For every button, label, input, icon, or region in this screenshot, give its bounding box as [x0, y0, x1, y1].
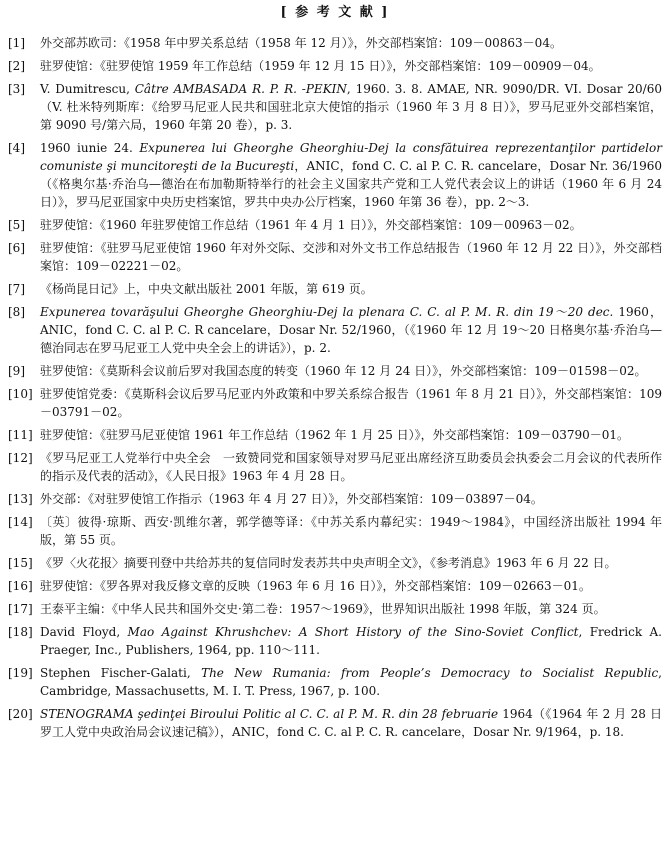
reference-text: , Fredrick A. Praeger, Inc., Publishers, 1964, pp. 110～111. — [40, 625, 662, 657]
reference-text: 驻罗使馆：《驻罗马尼亚使馆 1960 年对外交际、交涉和对外文书工作总结报告（1960 年 12 月 22 日）》，外交部档案馆：109－02221－02。 — [40, 241, 662, 273]
reference-item — [8, 664, 662, 700]
reference-number: [11] — [8, 428, 33, 442]
reference-number: [15] — [8, 556, 33, 570]
reference-text: , Cambridge, Massachusetts, M. I. T. Press, 1967, p. 100. — [40, 666, 662, 698]
reference-text: 外交部：《对驻罗使馆工作指示（1963 年 4 月 27 日）》，外交部档案馆：109－03897－04。 — [40, 492, 543, 506]
reference-italic-text: Expunerea tovarăşului Gheorghe Gheorghiu-Dej la plenara C. C. al P. M. R. din 19～20 dec. — [40, 305, 619, 319]
reference-text: 1964（《1964 年 2 月 28 日罗工人党中央政治局会议速记稿》），ANIC，fond C. C. al P. C. R. cancelare，Dosar Nr. 9/1964，p. 18. — [40, 707, 663, 739]
reference-number: [5] — [8, 218, 25, 232]
reference-item — [8, 426, 662, 444]
reference-text: 《罗〈火花报〉摘要刊登中共给苏共的复信同时发表苏共中央声明全文》，《参考消息》1963 年 6 月 22 日。 — [40, 556, 617, 570]
reference-text: 外交部苏欧司：《1958 年中罗关系总结（1958 年 12 月）》，外交部档案馆：109－00863－04。 — [40, 36, 562, 50]
reference-text: V. Dumitrescu, — [40, 82, 135, 96]
reference-number: [4] — [8, 141, 25, 155]
reference-number: [9] — [8, 364, 25, 378]
reference-number: [17] — [8, 602, 33, 616]
reference-item — [8, 513, 662, 549]
reference-list — [8, 34, 662, 741]
reference-text: 1960，ANIC，fond C. C. al P. C. R cancelare，Dosar Nr. 52/1960，（《1960 年 12 月 19～20 日格奥尔基·乔治乌—德治同志在罗马尼亚工人党中央全会上的讲话》），p. 2. — [40, 305, 662, 355]
reference-text: ，ANIC，fond C. C. al P. C. R. cancelare，Dosar Nr. 36/1960（《格奥尔基·乔治乌—德治在布加勒斯特举行的社会主义国家共产党和工人党代表会议上的讲话（1960 年 6 月 24 日）》，罗马尼亚国家中央历史档案馆，罗共中央办公厅档案，1960 年第 36 卷），pp. 2～3. — [40, 159, 663, 209]
reference-number: [8] — [8, 305, 25, 319]
reference-item — [8, 303, 662, 357]
reference-text: 《罗马尼亚工人党举行中央全会 一致赞同党和国家领导对罗马尼亚出席经济互助委员会执委会二月会议的代表所作的指示及代表的活动》，《人民日报》1963 年 4 月 28 日。 — [40, 451, 662, 483]
reference-number: [20] — [8, 707, 33, 721]
reference-item — [8, 80, 662, 134]
reference-number: [14] — [8, 515, 33, 529]
reference-number: [6] — [8, 241, 25, 255]
reference-text: 驻罗使馆：《驻罗使馆 1959 年工作总结（1959 年 12 月 15 日）》，外交部档案馆：109－00909－04。 — [40, 59, 601, 73]
reference-number: [1] — [8, 36, 25, 50]
reference-number: [16] — [8, 579, 33, 593]
reference-text: 驻罗使馆党委：《莫斯科会议后罗马尼亚内外政策和中罗关系综合报告（1961 年 8 月 21 日）》，外交部档案馆：109－03791－02。 — [40, 387, 662, 419]
reference-item — [8, 705, 662, 741]
reference-text: 驻罗使馆：《1960 年驻罗使馆工作总结（1961 年 4 月 1 日）》，外交部档案馆：109－00963－02。 — [40, 218, 582, 232]
reference-item — [8, 34, 662, 52]
reference-text: , 1960. 3. 8. AMAE, NR. 9090/DR. VI. Dosar 20/60（V. 杜米特列斯库：《给罗马尼亚人民共和国驻北京大使馆的指示（1960 年 3 月 8 日）》，罗马尼亚外交部档案馆，第 9090 号/第六局，1960 年第 20 卷），p. 3. — [40, 82, 662, 132]
reference-number: [7] — [8, 282, 25, 296]
reference-text: 王泰平主编：《中华人民共和国外交史·第二卷：1957～1969》，世界知识出版社 1998 年版，第 324 页。 — [40, 602, 606, 616]
reference-item — [8, 239, 662, 275]
reference-text: 驻罗使馆：《驻罗马尼亚使馆 1961 年工作总结（1962 年 1 月 25 日）》，外交部档案馆：109－03790－01。 — [40, 428, 630, 442]
reference-item — [8, 57, 662, 75]
reference-item — [8, 362, 662, 380]
reference-text: Stephen Fischer-Galati, — [40, 666, 202, 680]
reference-item — [8, 577, 662, 595]
reference-italic-text: Mao Against Khrushchev: A Short History of the Sino-Soviet Conflict — [127, 625, 579, 639]
reference-text: 1960 iunie 24. — [40, 141, 140, 155]
reference-number: [19] — [8, 666, 33, 680]
reference-number: [18] — [8, 625, 33, 639]
reference-text: 驻罗使馆：《罗各界对我反修文章的反映（1963 年 6 月 16 日）》，外交部档案馆：109－02663－01。 — [40, 579, 591, 593]
reference-item — [8, 600, 662, 618]
reference-item — [8, 623, 662, 659]
reference-number: [3] — [8, 82, 25, 96]
reference-number: [12] — [8, 451, 33, 465]
reference-italic-text: STENOGRAMA şedinţei Biroului Politic al C. C. al P. M. R. din 28 februarie — [40, 707, 503, 721]
reference-italic-text: The New Rumania: from People’s Democracy to Socialist Republic — [201, 666, 659, 680]
references-heading: [ 参 考 文 献 ] — [280, 5, 390, 20]
reference-text: David Floyd, — [40, 625, 128, 639]
reference-item — [8, 385, 662, 421]
reference-item — [8, 449, 662, 485]
reference-text: 〔英〕彼得·琼斯、西安·凯维尔著，郭学德等译：《中苏关系内幕纪实：1949～1984》，中国经济出版社 1994 年版，第 55 页。 — [40, 515, 662, 547]
reference-text: 《杨尚昆日记》上，中央文献出版社 2001 年版，第 619 页。 — [40, 282, 373, 296]
reference-item — [8, 216, 662, 234]
reference-number: [13] — [8, 492, 33, 506]
reference-number: [2] — [8, 59, 25, 73]
reference-number: [10] — [8, 387, 33, 401]
reference-item — [8, 490, 662, 508]
reference-text: 驻罗使馆：《莫斯科会议前后罗对我国态度的转变（1960 年 12 月 24 日）》，外交部档案馆：109－01598－02。 — [40, 364, 647, 378]
reference-italic-text: Expunerea lui Gheorghe Gheorghiu-Dej la consfătuirea reprezentanţilor partidelor comuniste şi muncitoreşti de la Bucureşti — [40, 141, 662, 173]
reference-item — [8, 139, 662, 211]
reference-italic-text: Câtre AMBASADA R. P. R. -PEKIN — [134, 82, 347, 96]
reference-item — [8, 554, 662, 572]
reference-item — [8, 280, 662, 298]
